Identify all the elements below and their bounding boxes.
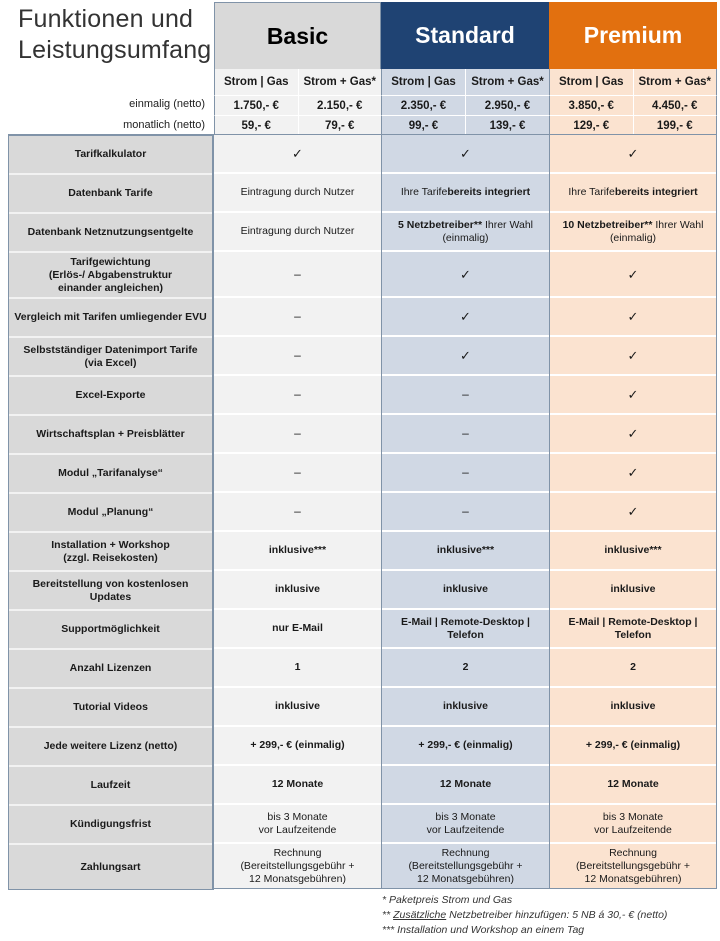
feature-label: Installation + Workshop (zzgl. Reisekosten) [9, 533, 212, 572]
feature-value: inklusive [382, 571, 549, 610]
dash-icon: – [214, 493, 381, 532]
check-icon: ✓ [550, 493, 716, 532]
dash-icon: – [214, 454, 381, 493]
price-value: 4.450,- € [652, 99, 698, 112]
feature-value: Eintragung durch Nutzer [214, 174, 381, 213]
price-value: 2.150,- € [317, 99, 363, 112]
feature-value: 2 [550, 649, 716, 688]
feature-label: Modul „Planung“ [9, 494, 212, 533]
dash-icon: – [214, 252, 381, 298]
feature-value: inklusive*** [214, 532, 381, 571]
footnote-1: * Paketpreis Strom und Gas [382, 894, 513, 906]
variant-label: Strom | Gas [215, 69, 299, 95]
plan-column-basic [214, 135, 381, 889]
price-einmalig-premium [549, 95, 717, 115]
feature-label: Laufzeit [9, 767, 212, 806]
feature-label: Modul „Tarifanalyse“ [9, 455, 212, 494]
feature-label: Bereitstellung von kostenlosen Updates [9, 572, 212, 611]
feature-label: Jede weitere Lizenz (netto) [9, 728, 212, 767]
feature-value: Rechnung (Bereitstellungsgebühr + 12 Monatsgebühren) [575, 846, 691, 885]
feature-value: Ihre Tarife bereits integriert [382, 174, 549, 213]
feature-label: Tutorial Videos [9, 689, 212, 728]
feature-value: 5 Netzbetreiber** Ihrer Wahl (einmalig) [382, 213, 549, 252]
variant-label: Strom + Gas* [471, 76, 544, 88]
feature-value: 1 [214, 649, 381, 688]
feature-label: Selbstständiger Datenimport Tarife (via Excel) [9, 338, 212, 377]
dash-icon: – [382, 376, 549, 415]
dash-icon: – [214, 298, 381, 337]
footnote-3: *** Installation und Workshop an einem Tag [382, 924, 585, 936]
feature-label: Supportmöglichkeit [9, 611, 212, 650]
dash-icon: – [382, 415, 549, 454]
dash-icon: – [214, 376, 381, 415]
variant-label: Strom | Gas [382, 69, 466, 95]
feature-label-column [8, 135, 214, 890]
check-icon: ✓ [382, 252, 549, 298]
feature-value: 10 Netzbetreiber** Ihrer Wahl (einmalig) [550, 213, 716, 252]
feature-value: Eintragung durch Nutzer [214, 213, 381, 252]
plan-name-standard: Standard [415, 22, 515, 48]
feature-value: inklusive*** [382, 532, 549, 571]
feature-value: 2 [382, 649, 549, 688]
feature-value: 12 Monate [214, 766, 381, 805]
dash-icon: – [382, 493, 549, 532]
check-icon: ✓ [550, 415, 716, 454]
plan-column-standard [381, 135, 549, 889]
plan-column-premium [549, 135, 717, 889]
page-title [18, 4, 213, 66]
variant-row-standard [381, 69, 549, 95]
feature-label: Kündigungsfrist [9, 806, 212, 845]
feature-value: + 299,- € (einmalig) [550, 727, 716, 766]
feature-value: Rechnung (Bereitstellungsgebühr + 12 Monatsgebühren) [240, 846, 355, 885]
feature-label: Anzahl Lizenzen [9, 650, 212, 689]
price-value: 99,- € [382, 116, 466, 135]
check-icon: ✓ [382, 337, 549, 376]
variant-label: Strom + Gas* [303, 76, 377, 88]
check-icon: ✓ [382, 135, 549, 174]
feature-label: Tarifgewichtung (Erlös-/ Abgabenstruktur einander angleichen) [9, 253, 212, 299]
price-value: 2.950,- € [484, 99, 531, 112]
feature-value: bis 3 Monate vor Laufzeitende [382, 805, 549, 844]
feature-value: inklusive [382, 688, 549, 727]
check-icon: ✓ [382, 298, 549, 337]
plan-header-standard [381, 2, 549, 69]
feature-label: Tarifkalkulator [9, 136, 212, 175]
feature-value: + 299,- € (einmalig) [382, 727, 549, 766]
feature-value: inklusive [214, 688, 381, 727]
feature-label: Wirtschaftsplan + Preisblätter [9, 416, 212, 455]
page-title-line1: Funktionen und [18, 5, 194, 33]
check-icon: ✓ [550, 298, 716, 337]
page-title-line2: Leistungsumfang [18, 36, 212, 64]
dash-icon: – [214, 337, 381, 376]
check-icon: ✓ [550, 454, 716, 493]
feature-value: E-Mail | Remote-Desktop | Telefon [382, 610, 549, 649]
variant-row-basic [214, 69, 381, 95]
check-icon: ✓ [214, 135, 381, 174]
price-einmalig-basic [214, 95, 381, 115]
feature-label: Zahlungsart [80, 860, 141, 873]
price-monatlich-standard [381, 115, 549, 135]
variant-row-premium [549, 69, 717, 95]
price-einmalig-standard [381, 95, 549, 115]
price-value: 1.750,- € [215, 96, 299, 115]
feature-value: bis 3 Monate vor Laufzeitende [550, 805, 716, 844]
feature-value: E-Mail | Remote-Desktop | Telefon [550, 610, 716, 649]
feature-value: Rechnung (Bereitstellungsgebühr + 12 Monatsgebühren) [408, 846, 523, 885]
plan-header-basic [214, 2, 381, 69]
footnote-2: ** Zusätzliche Netzbetreiber hinzufügen: 5 NB á 30,- € (netto) [382, 909, 668, 921]
feature-value: inklusive [550, 571, 716, 610]
feature-value: + 299,- € (einmalig) [214, 727, 381, 766]
feature-value: Ihre Tarife bereits integriert [550, 174, 716, 213]
price-value: 3.850,- € [550, 96, 634, 115]
dash-icon: – [214, 415, 381, 454]
feature-value: bis 3 Monate vor Laufzeitende [214, 805, 381, 844]
feature-label: Datenbank Netznutzungsentgelte [9, 214, 212, 253]
check-icon: ✓ [550, 135, 716, 174]
plan-header-premium [549, 2, 717, 69]
check-icon: ✓ [550, 376, 716, 415]
feature-label: Excel-Exporte [9, 377, 212, 416]
variant-label: Strom + Gas* [638, 76, 712, 88]
price-value: 59,- € [215, 116, 299, 135]
price-monatlich-premium [549, 115, 717, 135]
price-value: 199,- € [656, 119, 693, 132]
plan-name-premium: Premium [583, 22, 683, 48]
einmalig-label: einmalig (netto) [129, 98, 205, 110]
price-value: 2.350,- € [382, 96, 466, 115]
feature-value: nur E-Mail [214, 610, 381, 649]
footnotes [382, 893, 667, 938]
feature-value: 12 Monate [382, 766, 549, 805]
check-icon: ✓ [550, 337, 716, 376]
price-monatlich-basic [214, 115, 381, 135]
feature-label: Vergleich mit Tarifen umliegender EVU [9, 299, 212, 338]
feature-value: inklusive*** [550, 532, 716, 571]
variant-label: Strom | Gas [550, 69, 634, 95]
price-value: 79,- € [325, 119, 355, 132]
plan-name-basic: Basic [266, 22, 329, 49]
price-value: 129,- € [550, 116, 634, 135]
monatlich-label: monatlich (netto) [123, 119, 205, 131]
feature-value: 12 Monate [550, 766, 716, 805]
dash-icon: – [382, 454, 549, 493]
feature-label: Datenbank Tarife [9, 175, 212, 214]
check-icon: ✓ [550, 252, 716, 298]
feature-value: inklusive [214, 571, 381, 610]
price-value: 139,- € [489, 119, 526, 132]
feature-value: inklusive [550, 688, 716, 727]
